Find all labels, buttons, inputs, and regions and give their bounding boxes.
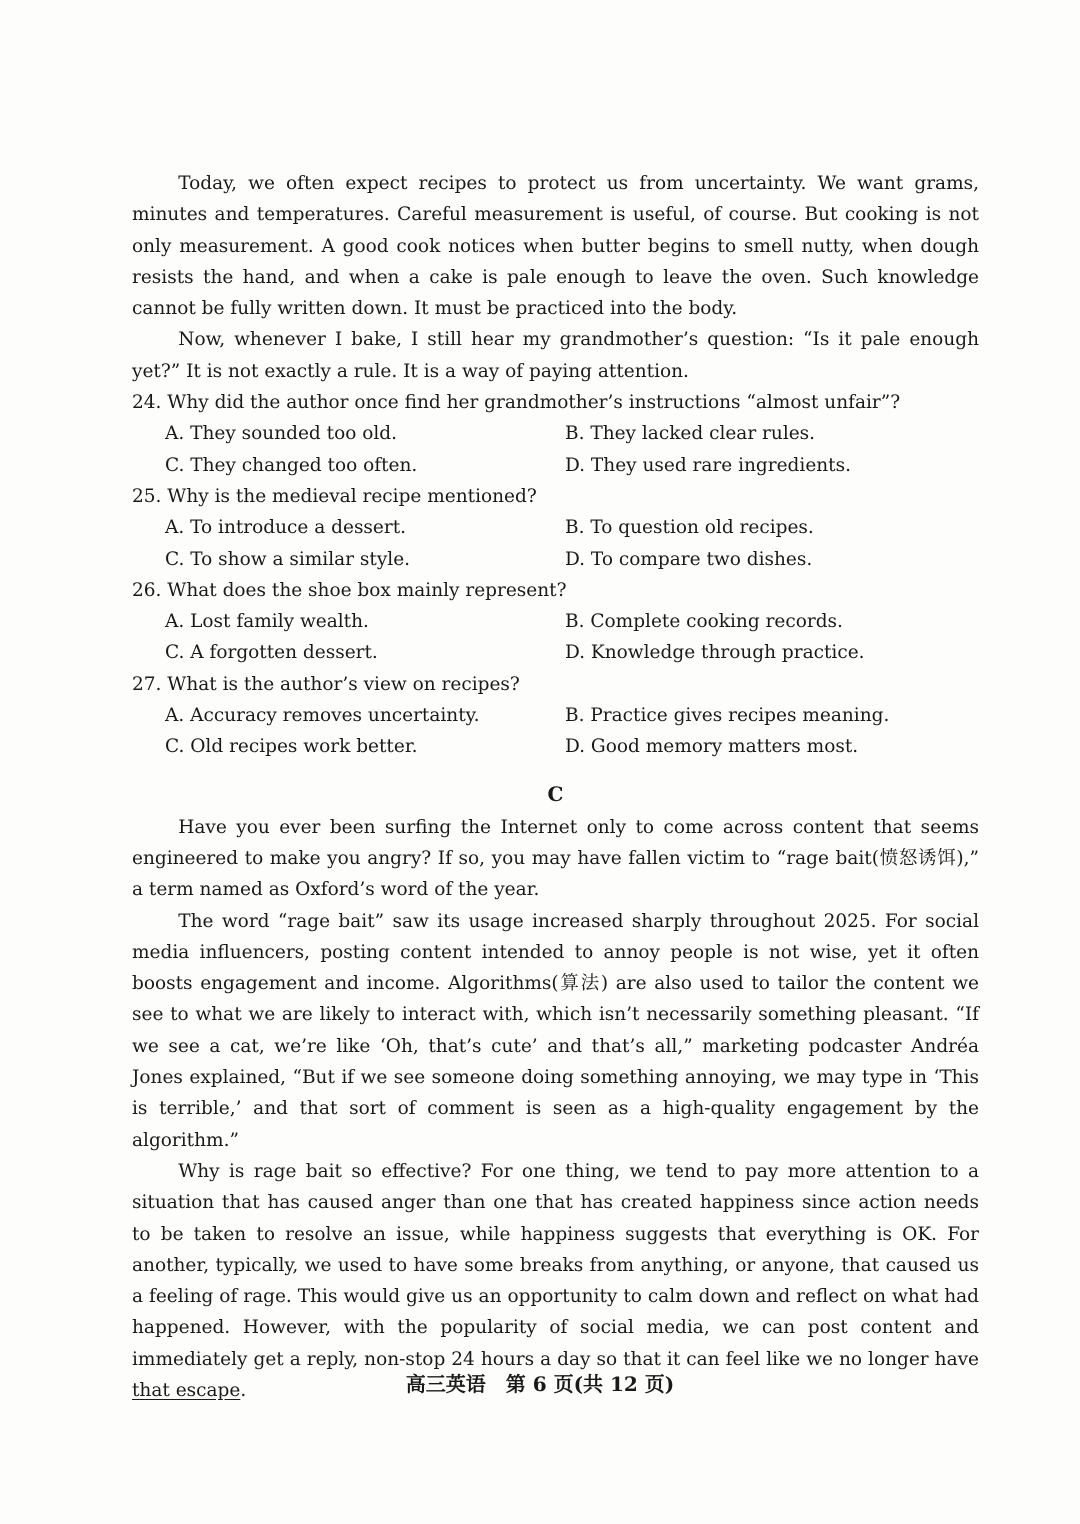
option-a: A. Lost family wealth. xyxy=(165,611,369,633)
question-26 xyxy=(132,575,979,669)
passage-paragraph: The word “rage bait” saw its usage increased sharply throughout 2025. For social media influencers, posting content intended to annoy people is not wise, yet it often boosts engagement and income. Algorithms(算法) are also used to tailor the content we see to what we are likely to interact with, which isn’t necessarily something pleasant. “If we see a cat, we’re like ‘Oh, that’s cute’ and that’s all,” marketing podcaster Andréa Jones explained, “But if we see someone doing something annoying, we may type in ‘This is terrible,’ and that sort of comment is seen as a high-quality engagement by the algorithm.” xyxy=(132,910,979,1151)
passage-paragraph: Have you ever been surfing the Internet only to come across content that seems engineered to make you angry? If so, you may have fallen victim to “rage bait(愤怒诱饵),” a term named as Oxford’s word of the year. xyxy=(132,816,979,901)
question-27 xyxy=(132,669,979,763)
option-c: C. A forgotten dessert. xyxy=(165,642,378,664)
section-heading: C xyxy=(547,781,564,806)
paragraph-end: . xyxy=(240,1379,247,1401)
option-c: C. To show a similar style. xyxy=(165,548,411,570)
option-d: D. They used rare ingredients. xyxy=(565,454,851,476)
passage-paragraph: Today, we often expect recipes to protect us from uncertainty. We want grams, minutes and temperatures. Careful measurement is useful, of course. But cooking is not only measurement. A good cook notices when butter begins to smell nutty, when dough resists the hand, and when a cake is pale enough to leave the oven. Such knowledge cannot be fully written down. It must be practiced into the body. xyxy=(132,173,979,320)
option-b: B. Practice gives recipes meaning. xyxy=(565,705,890,727)
question-25 xyxy=(132,481,979,575)
question-stem: 26. What does the shoe box mainly represent? xyxy=(132,579,567,601)
paragraph-text: Why is rage bait so effective? For one thing, we tend to pay more attention to a situation that has caused anger than one that has created happiness since action needs to be taken to resolve an issue, while happiness suggests that everything is OK. For another, typically, we used to have some breaks from anything, or anyone, that caused us a feeling of rage. This would give us an opportunity to calm down and reflect on what had happened. However, with the popularity of social media, we can post content and immediately get a reply, non-stop 24 hours a day so that it can feel like we no longer have xyxy=(132,1160,979,1370)
option-b: B. Complete cooking records. xyxy=(565,611,843,633)
option-d: D. Knowledge through practice. xyxy=(565,642,865,664)
option-c: C. Old recipes work better. xyxy=(165,736,418,758)
exam-page xyxy=(132,168,979,1406)
passage-paragraph: Now, whenever I bake, I still hear my grandmother’s question: “Is it pale enough yet?” It is not exactly a rule. It is a way of paying attention. xyxy=(132,329,979,382)
option-d: D. To compare two dishes. xyxy=(565,548,813,570)
option-a: A. Accuracy removes uncertainty. xyxy=(165,705,480,727)
option-a: A. They sounded too old. xyxy=(165,423,397,445)
underlined-phrase: that escape xyxy=(132,1379,241,1401)
question-stem: 27. What is the author’s view on recipes? xyxy=(132,673,520,695)
question-stem: 24. Why did the author once find her grandmother’s instructions “almost unfair”? xyxy=(132,392,901,414)
option-a: A. To introduce a dessert. xyxy=(165,517,407,539)
option-b: B. They lacked clear rules. xyxy=(565,423,816,445)
option-b: B. To question old recipes. xyxy=(565,517,814,539)
option-d: D. Good memory matters most. xyxy=(565,736,859,758)
page-footer: 高三英语 第 6 页(共 12 页) xyxy=(405,1372,675,1396)
question-24 xyxy=(132,387,979,481)
option-c: C. They changed too often. xyxy=(165,454,418,476)
question-stem: 25. Why is the medieval recipe mentioned? xyxy=(132,485,537,507)
